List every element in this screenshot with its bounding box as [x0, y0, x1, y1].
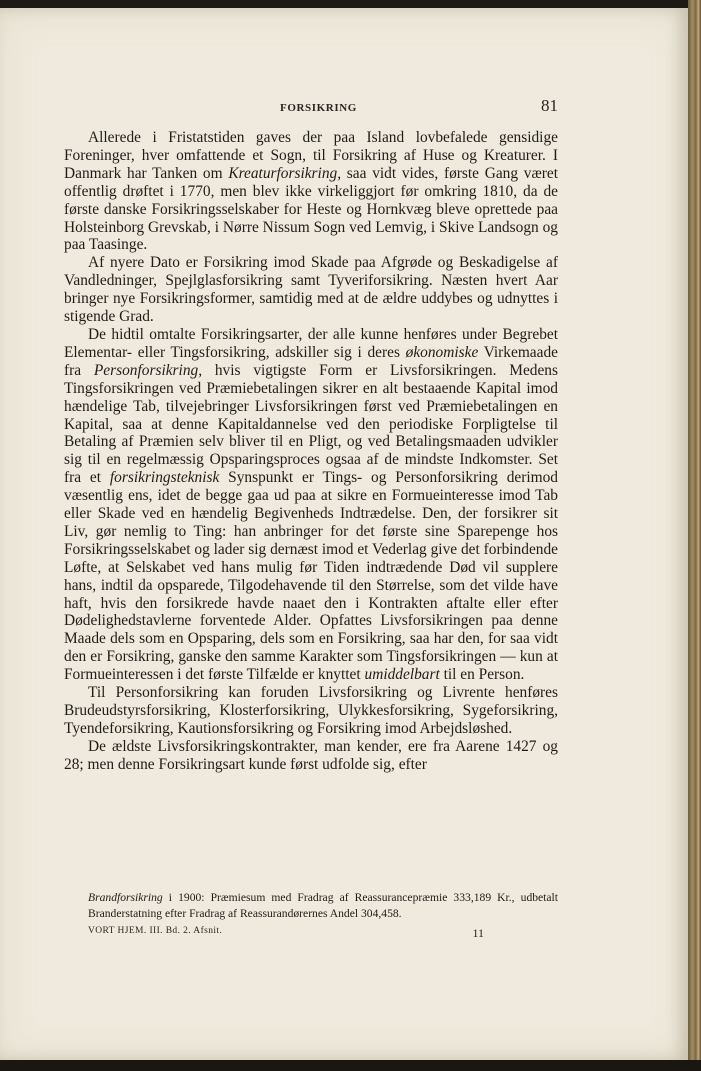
printer-signature: [88, 924, 558, 942]
page-header: [64, 96, 558, 124]
paragraph-1: Allerede i Fristatstiden gaves der paa Island lovbefalede gensidige Foreninger, hver omfattende et Sogn, til Forsikring af Huse og Kreaturer. I Danmark har Tanken om Kreaturforsikring, saa vidt vides, første Gang været offentlig drøftet i 1770, men blev ikke virkeliggjort før omkring 1810, da de første danske Forsikringsselskaber for Heste og Hornkvæg bleve oprettede paa Holsteinborg Grevskab, i Nørre Nissum Sogn ved Lemvig, i Skive Landsogn og paa Taasinge.: [64, 129, 558, 254]
scan-border: [0, 1060, 701, 1071]
emphasis-personforsikring: Personforsikring,: [93, 361, 203, 379]
book-page: [0, 8, 688, 1060]
signature-number: 11: [472, 926, 484, 940]
paragraph-3: De hidtil omtalte Forsikringsarter, der alle kunne henføres under Begrebet Elementar- eller Tingsforsikring, adskiller sig i deres økonomiske Virkemaade fra Personforsikring, hvis vigtigste Form er Livsforsikringen. Medens Tingsforsikringen ved Præmiebetalingen sikrer en alt bestaaende Kapital imod hændelige Tab, tilvejebringer Livsforsikringen først ved Præmiebetalingen en Kapital, saa at denne Kapitaldannelse ved den periodiske Forpligtelse til Betaling af Præmien selv bliver til en Pligt, og ved Betalingsmaaden udvikler sig til en regelmæssig Opsparingsproces ogsaa af de mindste Indkomster. Set fra et forsikringsteknisk Synspunkt er Tings- og Personforsikring derimod væsentlig ens, idet de begge gaa ud paa at sikre en Formueinteresse imod Tab eller Skade ved en hændelig Begivenheds Indtrædelse. Den, der forsikrer sit Liv, gør nemlig to Ting: han anbringer for det første sine Sparepenge hos Forsikringsselskabet og lader sig dernæst imod et Vederlag give det forbindende Løfte, at Selskabet ved hans mulig før Tiden indtrædende Død vil supplere hans, indtil da opsparede, Tilgodehavende til den Størrelse, som det vilde have haft, hvis den forsikrede havde naaet den i Kontrakten aftalte eller efter Dødelighedstavlerne forventede Alder. Opfattes Livsforsikringen paa denne Maade dels som en Opsparing, dels som en Forsikring, saa har den, for saa vidt den er Forsikring, ganske den samme Karakter som Tingsforsikringen — kun at Formueinteressen i det første Tilfælde er knyttet umiddelbart til en Person.: [64, 325, 558, 684]
emphasis-umiddelbart: umiddelbart: [364, 666, 440, 684]
footnote: [88, 890, 558, 922]
page-number: 81: [541, 96, 558, 115]
body-text: [64, 129, 558, 774]
footnote-term: Brandforsikring: [88, 891, 163, 904]
paragraph-2: Af nyere Dato er Forsikring imod Skade paa Afgrøde og Beskadigelse af Vandledninger, Spejlglasforsikring samt Tyveriforsikring. Næsten hvert Aar bringer nye Forsikringsformer, samtidig med at de ældre uddybes og udnyttes i stigende Grad.: [64, 254, 558, 326]
page-edge: [688, 0, 701, 1071]
paragraph-5: De ældste Livsforsikringskontrakter, man kender, ere fra Aarene 1427 og 28; men denne Forsikringsart kunde først udfolde sig, efter: [64, 737, 558, 773]
paragraph-4: Til Personforsikring kan foruden Livsforsikring og Livrente henføres Brudeudstyrsforsikring, Klosterforsikring, Ulykkesforsikring, Sygeforsikring, Tyendeforsikring, Kautionsforsikring og Forsikring imod Arbejdsløshed.: [64, 684, 558, 737]
footnote-text: i 1900: Præmiesum med Fradrag af Reassurancepræmie 333,189 Kr., udbetalt Branderstatning efter Fradrag af Reassurandørernes Andel 304,458.: [88, 891, 558, 920]
running-head: FORSIKRING: [280, 102, 357, 114]
emphasis-kreaturforsikring: Kreaturforsikring,: [228, 164, 342, 182]
signature-title: VORT HJEM. III. Bd. 2. Afsnit.: [88, 926, 223, 936]
emphasis-forsikringsteknisk: forsikringsteknisk: [109, 469, 220, 487]
emphasis-okonomiske: økonomiske: [405, 343, 479, 361]
